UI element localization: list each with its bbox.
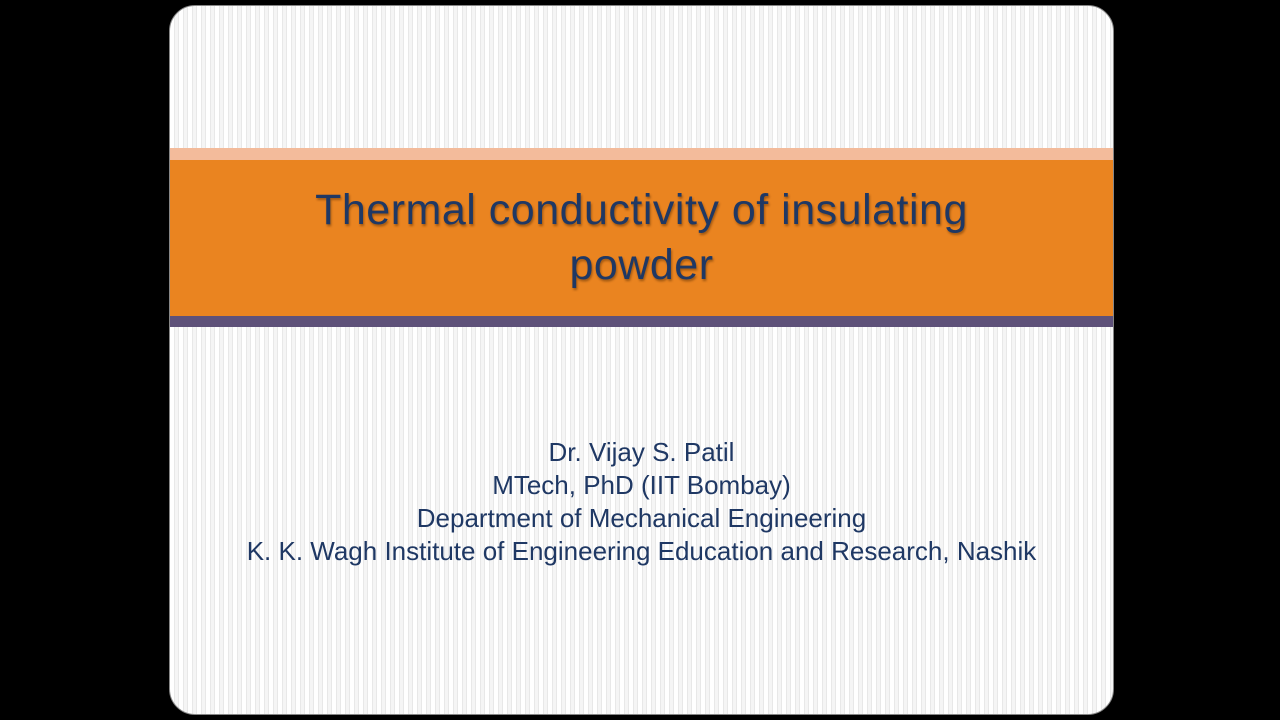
slide-title-line-2: powder — [569, 241, 714, 289]
banner-purple-stripe — [170, 316, 1113, 327]
author-block — [170, 436, 1113, 568]
banner-orange-body — [170, 160, 1113, 316]
banner-salmon-stripe — [170, 148, 1113, 160]
slide-title-line-1: Thermal conductivity of insulating — [315, 186, 968, 234]
title-banner — [170, 148, 1113, 327]
author-name: Dr. Vijay S. Patil — [548, 437, 735, 467]
author-institute: K. K. Wagh Institute of Engineering Education and Research, Nashik — [246, 536, 1037, 566]
presentation-slide — [169, 5, 1114, 715]
author-qualifications: MTech, PhD (IIT Bombay) — [492, 470, 791, 500]
slide-title — [315, 183, 968, 293]
author-department: Department of Mechanical Engineering — [416, 503, 867, 533]
